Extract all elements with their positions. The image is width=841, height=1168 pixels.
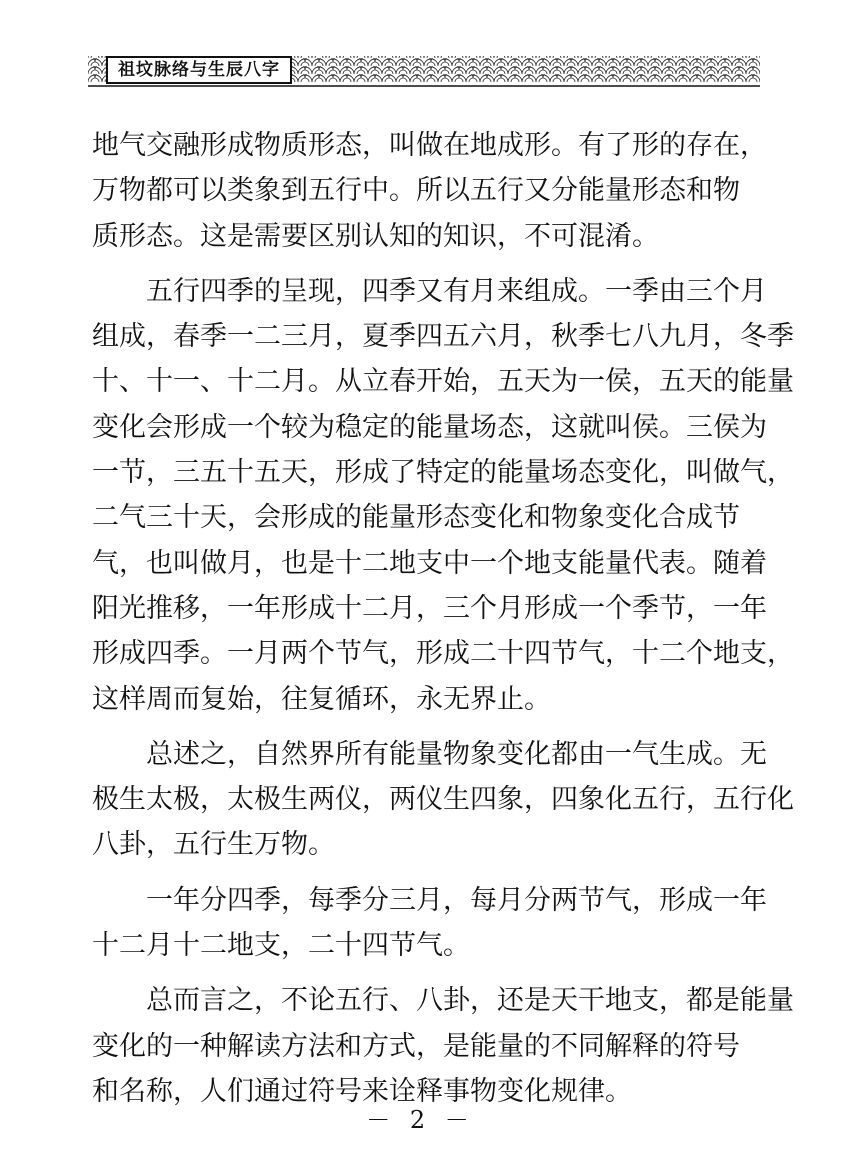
running-header (88, 50, 760, 90)
paragraph (92, 269, 794, 722)
header-title: 祖坟脉络与生辰八字 (106, 56, 292, 84)
text-line: 气，也叫做月，也是十二地支中一个地支能量代表。随着 (92, 547, 767, 579)
paragraph (92, 978, 794, 1114)
body-text (92, 123, 794, 1114)
text-line: 组成，春季一二三月，夏季四五六月，秋季七八九月，冬季 (92, 321, 794, 353)
text-line: 和名称，人们通过符号来诠释事物变化规律。 (92, 1075, 632, 1107)
text-line: 变化会形成一个较为稳定的能量场态，这就叫侯。三侯为 (92, 411, 767, 443)
text-line: 八卦，五行生万物。 (92, 829, 335, 861)
text-line: 极生太极，太极生两仪，两仪生四象，四象化五行，五行化 (92, 784, 794, 816)
text-line: 地气交融形成物质形态，叫做在地成形。有了形的存在， (92, 130, 767, 161)
text-line: 变化的一种解读方法和方式，是能量的不同解释的符号 (92, 1030, 740, 1062)
text-line: 形成四季。一月两个节气，形成二十四节气，十二个地支， (92, 638, 794, 670)
page-number: － 2 － (366, 1106, 475, 1134)
paragraph (92, 878, 767, 969)
paragraph (92, 732, 794, 868)
text-line: 这样周而复始，往复循环，永无界止。 (92, 683, 551, 715)
text-line: 十二月十二地支，二十四节气。 (92, 930, 470, 962)
text-line: 一节，三五十五天，形成了特定的能量场态变化，叫做气， (92, 457, 794, 489)
text-line: 总而言之，不论五行、八卦，还是天干地支，都是能量 (146, 985, 794, 1017)
text-line: 一年分四季，每季分三月，每月分两节气，形成一年 (146, 884, 767, 916)
text-line: 五行四季的呈现，四季又有月来组成。一季由三个月 (146, 275, 767, 307)
text-line: 万物都可以类象到五行中。所以五行又分能量形态和物 (92, 175, 740, 207)
text-line: 十、十一、十二月。从立春开始，五天为一侯，五天的能量 (92, 366, 794, 398)
text-line: 质形态。这是需要区别认知的知识，不可混淆。 (92, 220, 659, 252)
text-line: 阳光推移，一年形成十二月，三个月形成一个季节，一年 (92, 592, 767, 624)
text-line: 二气三十天，会形成的能量形态变化和物象变化合成节 (92, 502, 740, 534)
paragraph (92, 123, 767, 259)
text-line: 总述之，自然界所有能量物象变化都由一气生成。无 (146, 738, 767, 770)
